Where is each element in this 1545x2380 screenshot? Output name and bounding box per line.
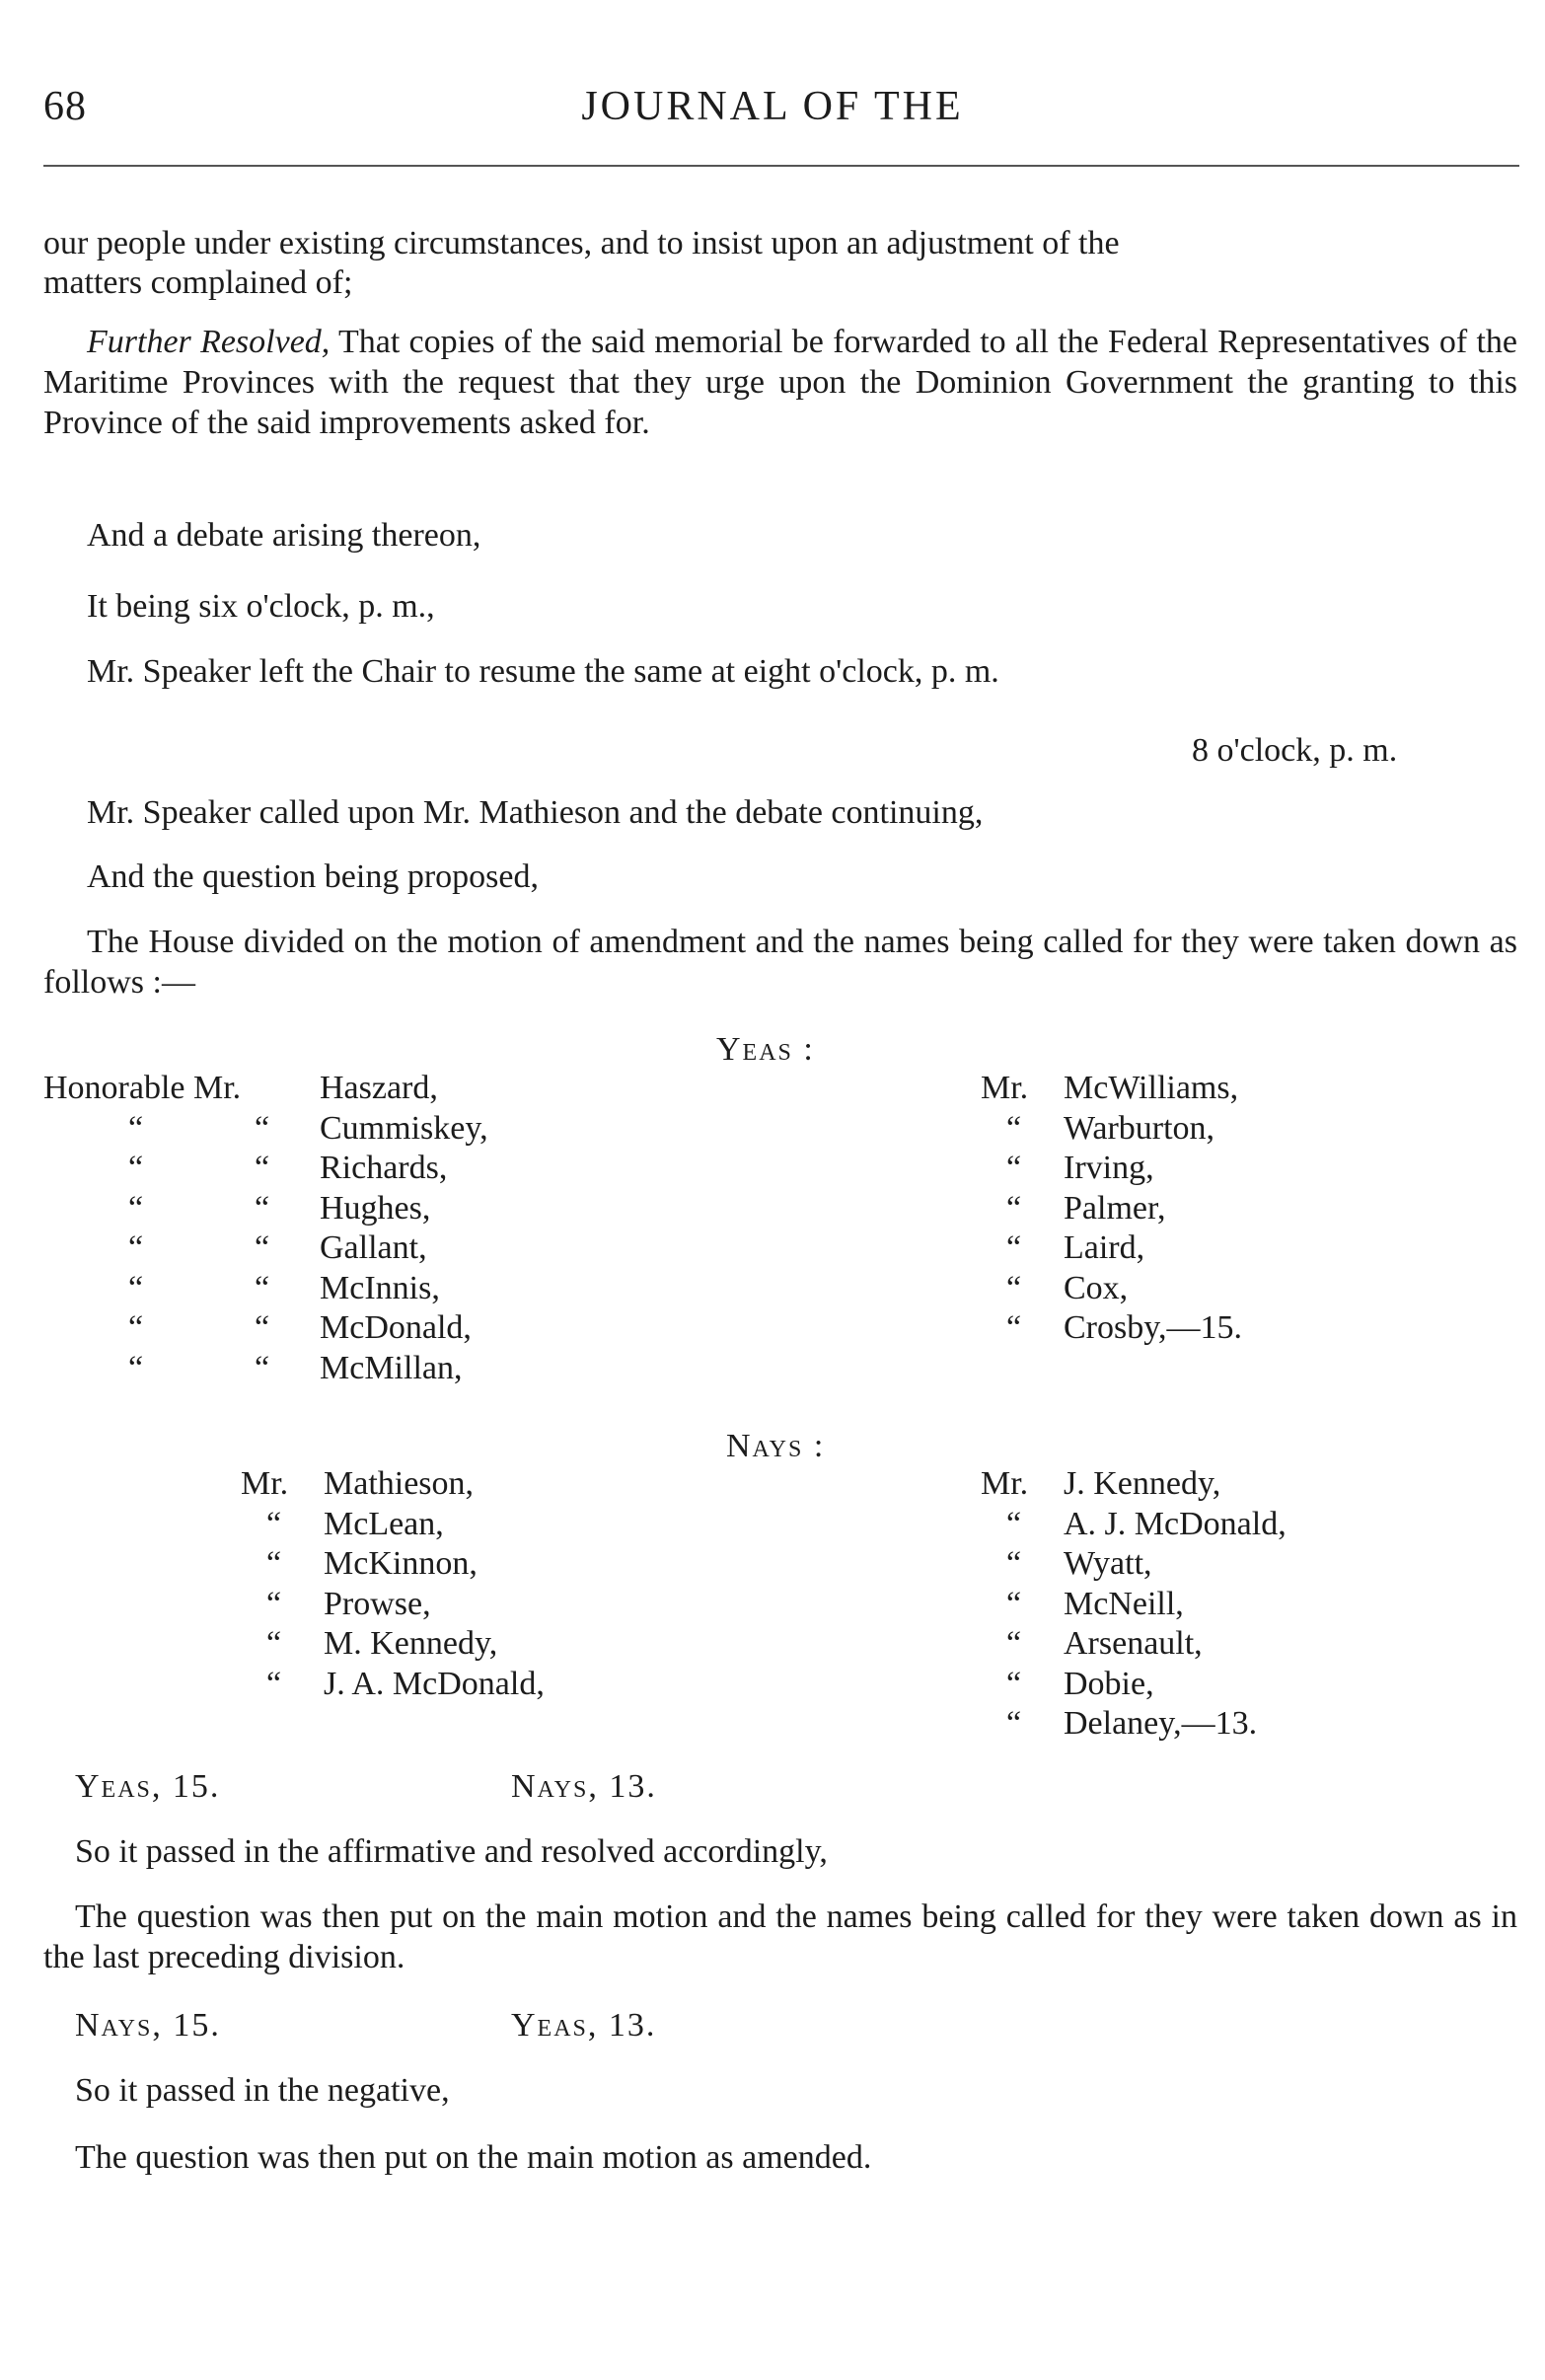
further-resolved-lead: Further Resolved,: [87, 324, 331, 360]
tally-nays: Nays, 13.: [511, 1768, 657, 1805]
passed-affirmative-line: So it passed in the affirmative and resolved accordingly,: [75, 1833, 828, 1870]
yeas-right-list: [981, 1069, 1242, 1349]
nays-right-list: [981, 1464, 1287, 1745]
ditto-mark: “: [1006, 1505, 1022, 1542]
list-item: “ M. Kennedy,: [266, 1625, 498, 1662]
ditto-mark: “: [128, 1349, 144, 1386]
speaker-called-line: Mr. Speaker called upon Mr. Mathieson and the debate continuing,: [87, 794, 984, 831]
ditto-mark: “: [1006, 1150, 1022, 1186]
ditto-mark: “: [255, 1229, 270, 1266]
header-rule: [43, 165, 1519, 167]
list-item: Honorable Mr. Haszard,: [43, 1069, 488, 1109]
ditto-mark: “: [255, 1150, 270, 1186]
ditto-mark: “: [266, 1665, 282, 1702]
list-item: “ “ Gallant,: [43, 1228, 488, 1269]
ditto-mark: “: [128, 1269, 144, 1306]
ditto-mark: “: [255, 1309, 270, 1346]
list-item: “ Warburton,: [1006, 1109, 1215, 1147]
main-motion-amended-line: The question was then put on the main motion as amended.: [75, 2139, 872, 2176]
ditto-mark: “: [266, 1625, 282, 1662]
yeas-right-prefix: Mr.: [981, 1070, 1029, 1106]
six-oclock-line: It being six o'clock, p. m.,: [87, 588, 435, 625]
ditto-mark: “: [1006, 1625, 1022, 1662]
debate-arising-line: And a debate arising thereon,: [87, 517, 481, 554]
list-item: “ “ McInnis,: [43, 1269, 488, 1309]
ditto-mark: “: [1006, 1665, 1022, 1702]
list-item: “ McNeill,: [1006, 1585, 1184, 1622]
ditto-mark: “: [266, 1505, 282, 1542]
page-number: 68: [43, 84, 87, 129]
further-resolved-text: That copies of the said memorial be forwarded to all the Federal Representatives of the Maritime Provinces with the request that they urge upon the Dominion Government the granting to this Province of the said improvements asked for.: [43, 324, 1517, 441]
nays-left-prefix: Mr.: [241, 1465, 289, 1502]
yeas-left-list: [43, 1069, 488, 1388]
ditto-mark: “: [1006, 1585, 1022, 1622]
list-item: “ A. J. McDonald,: [1006, 1505, 1287, 1542]
list-item: Mr. Mathieson,: [241, 1464, 545, 1505]
list-item: “ J. A. McDonald,: [266, 1665, 545, 1702]
tally-yeas: Yeas, 15.: [75, 1768, 221, 1805]
ditto-mark: “: [1006, 1189, 1022, 1227]
house-divided-paragraph: The House divided on the motion of amendment and the names being called for they were taken down as follows :—: [43, 924, 1517, 1001]
further-resolved-paragraph: [43, 322, 1517, 443]
nays-right-prefix: Mr.: [981, 1465, 1029, 1502]
tally2-yeas: Yeas, 13.: [511, 2007, 657, 2044]
list-item: “ Delaney,—13.: [1006, 1705, 1258, 1742]
ditto-mark: “: [266, 1585, 282, 1622]
ditto-mark: “: [128, 1189, 144, 1227]
ditto-mark: “: [128, 1309, 144, 1346]
ditto-mark: “: [128, 1109, 144, 1147]
question-proposed-line: And the question being proposed,: [87, 858, 539, 895]
list-item: “ Cox,: [1006, 1269, 1129, 1306]
ditto-mark: “: [128, 1150, 144, 1186]
ditto-mark: “: [1006, 1705, 1022, 1742]
list-item: “ McKinnon,: [266, 1545, 478, 1582]
ditto-mark: “: [1006, 1309, 1022, 1346]
yeas-heading: Yeas :: [716, 1031, 815, 1068]
passed-negative-line: So it passed in the negative,: [75, 2072, 450, 2109]
ditto-mark: “: [1006, 1229, 1022, 1266]
list-item: “ Irving,: [1006, 1150, 1154, 1186]
list-item: “ Arsenault,: [1006, 1625, 1203, 1662]
yeas-left-prefix: Honorable Mr.: [43, 1070, 242, 1106]
list-item: “ “ McMillan,: [43, 1349, 488, 1389]
ditto-mark: “: [266, 1545, 282, 1582]
ditto-mark: “: [255, 1269, 270, 1306]
nays-heading: Nays :: [726, 1428, 826, 1464]
list-item: “ McLean,: [266, 1505, 444, 1542]
list-item: “ Dobie,: [1006, 1665, 1154, 1702]
ditto-mark: “: [128, 1229, 144, 1266]
continuation-line-1: our people under existing circumstances, and to insist upon an adjustment of the: [43, 225, 1120, 261]
list-item: “ Prowse,: [266, 1585, 431, 1622]
list-item: “ “ Richards,: [43, 1149, 488, 1189]
ditto-mark: “: [255, 1189, 270, 1227]
list-item: “ Palmer,: [1006, 1189, 1166, 1227]
ditto-mark: “: [1006, 1545, 1022, 1582]
list-item: “ Wyatt,: [1006, 1545, 1152, 1582]
list-item: “ Crosby,—15.: [1006, 1309, 1243, 1346]
list-item: Mr. McWilliams,: [981, 1069, 1242, 1109]
list-item: “ Laird,: [1006, 1229, 1145, 1266]
ditto-mark: “: [255, 1349, 270, 1386]
main-motion-paragraph: The question was then put on the main motion and the names being called for they were taken down as in the last preceding division.: [43, 1898, 1517, 1975]
ditto-mark: “: [1006, 1109, 1022, 1147]
running-title: JOURNAL OF THE: [581, 84, 964, 129]
list-item: “ “ Hughes,: [43, 1189, 488, 1229]
ditto-mark: “: [255, 1109, 270, 1147]
list-item: Mr. J. Kennedy,: [981, 1464, 1287, 1505]
eight-oclock-time: 8 o'clock, p. m.: [1192, 732, 1398, 769]
list-item: “ “ McDonald,: [43, 1308, 488, 1349]
speaker-left-line: Mr. Speaker left the Chair to resume the same at eight o'clock, p. m.: [87, 653, 999, 690]
ditto-mark: “: [1006, 1269, 1022, 1306]
list-item: “ “ Cummiskey,: [43, 1109, 488, 1150]
nays-left-list: [241, 1464, 545, 1704]
continuation-line-2: matters complained of;: [43, 264, 353, 301]
tally2-nays: Nays, 15.: [75, 2007, 221, 2044]
